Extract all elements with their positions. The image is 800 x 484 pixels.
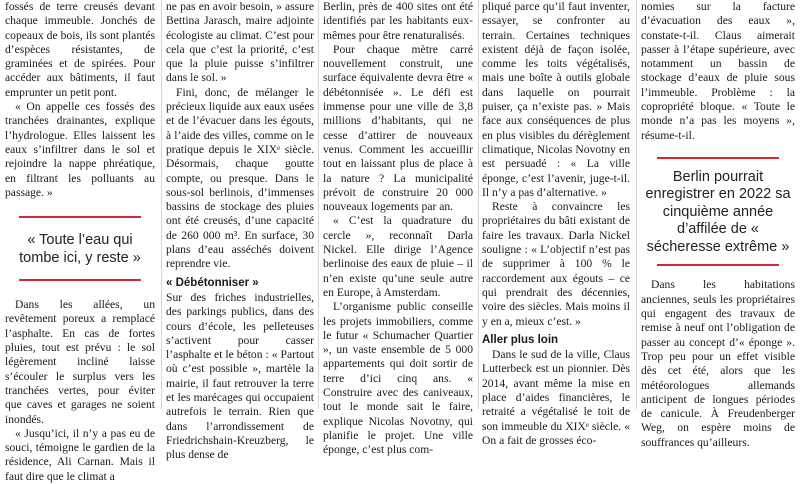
paragraph: « Jusqu’ici, il n’y a pas eu de souci, témoigne le gardien de la résidence, Ali Carnan. Mais il faut dire que le climat a [5,426,155,483]
highlight-box-top-rule [657,157,779,159]
paragraph: L’organisme public conseille les projets immobiliers, comme le futur « Schumacher Quartier », un vaste ensemble de 5 000 appartements qui doit sortir de terre d’ici cinq ans. « Construire avec des caniveaux, tout le monde sait le faire, explique Nicolas Novotny, qui planifie le projet. Une ville éponge, c’est plus com- [323,300,473,457]
highlight-box [641,157,795,267]
highlight-box-bottom-rule [657,264,779,266]
paragraph: pliqué parce qu’il faut inventer, essayer, se confronter au terrain. Certaines techniques existent déjà de façon isolée, comme les toits végétalisés, mais une boîte à outils globale dans laquelle on pourrait puiser, ça n’existe pas. » Mais face aux conséquences de plus en plus visibles du dérèglement climatique, Nicolas Novotny en est persuadé : « La ville éponge, c’est l’avenir, juge-t-il. Il n’y a pas d’alternative. » [482,0,630,199]
article-column-2 [166,0,314,462]
paragraph: « On appelle ces fossés des tranchées drainantes, explique l’hydrologue. Elles laissent les eaux s’infiltrer dans le sol et rejoindre la nappe phréatique, en filtrant les polluants au passage. » [5,100,155,199]
article-column-3 [323,0,473,457]
paragraph: Pour chaque mètre carré nouvellement construit, une surface équivalente devra être « débétonnisée ». Le défi est immense pour une ville de 3,8 millions d’habitants, qui ne cesse d’attirer de nouveaux venus. Comment les accueillir tout en laissant plus de place à la nature ? La municipalité prévoit de construire 20 000 nouveaux logements par an. [323,42,473,214]
column-divider [318,0,319,409]
paragraph: Berlin, près de 400 sites ont été identifiés par les habitants eux-mêmes pour être renaturalisés. [323,0,473,42]
subheading: « Débétonniser » [166,276,259,289]
paragraph: Dans le sud de la ville, Claus Lutterbeck est un pionnier. Dès 2014, avant même la mise en place d’aides financières, le retraité a végétalisé le toit de son immeuble du XIXᵉ siècle. « On a fait de grosses éco- [482,348,630,447]
article-column-1 [5,0,155,483]
highlight-box-text: Berlin pourrait enregistrer en 2022 sa cinquième année d’affilée de « sécheresse extrême » [645,168,791,255]
pull-quote-text: « Toute l’eau qui tombe ici, y reste » [19,232,141,266]
pull-quote-bottom-rule [19,279,141,281]
article-column-4 [482,0,630,447]
column-divider [478,0,479,409]
paragraph: nomies sur la facture d’évacuation des eaux », constate-t-il. Claus aimerait passer à l’étape supérieure, avec notamment un bassin de stockage d’eaux de pluie sous l’immeuble. Problème : la copropriété bloque. « Toute le monde n’a pas les moyens », résume-t-il. [641,0,795,142]
column-divider [161,0,162,409]
column-divider [636,0,637,409]
paragraph: Reste à convaincre les propriétaires du bâti existant de faire les travaux. Darla Nickel souligne : « L’objectif n’est pas de supprimer à 100 % le raccordement aux égouts – ce qui prendrait des décennies, voire des siècles. Mais moins il y en a, mieux c’est. » [482,200,630,328]
pull-quote-top-rule [19,216,141,218]
paragraph: Sur des friches industrielles, des parkings publics, dans des cours d’école, les pelleteuses s’activent pour casser l’asphalte et le béton : « Partout où c’est possible », martèle la mairie, il faut retrouver la terre et les marécages qui occupaient autrefois le terrain. Rien que dans l’arrondissement de Friedrichshain-Kreuzberg, le plus dense de [166,290,314,462]
paragraph: fossés de terre creusés devant chaque immeuble. Jonchés de copeaux de bois, ils sont plantés d’espèces résistantes, de graminées et de spirées. Pour accéder aux bâtiments, il faut emprunter un petit pont. [5,0,155,99]
paragraph: Dans les allées, un revêtement poreux a remplacé l’asphalte. En cas de fortes pluies, tout est prévu : le sol légèrement incliné laisse s’écouler le surplus vers les tranchées vertes, pour éviter que caves et garages ne soient inondés. [5,298,155,426]
paragraph: « C’est la quadrature du cercle », reconnaît Darla Nickel. Elle dirige l’Agence berlinoise des eaux de pluie – il n’en existe qu’une seule autre en Europe, à Amsterdam. [323,214,473,299]
paragraph: ne pas en avoir besoin, » assure Bettina Jarasch, maire adjointe écologiste au climat. C’est pour cela que c’est la priorité, c’est que la pluie puisse s’infiltrer dans le sol. » [166,0,314,85]
paragraph: Fini, donc, de mélanger le précieux liquide aux eaux usées et de l’évacuer dans les égouts, à l’aide des villes, comme on le pratique depuis le XIXᵉ siècle. Désormais, chaque goutte compte, ou presque. Dans le sous-sol berlinois, d’immenses bassins de stockage des pluies ont été creusés, d’une capacité de 260 000 m³. En surface, 30 plans d’eau asséchés doivent reprendre vie. [166,85,314,271]
article-column-5 [641,0,795,449]
paragraph: Dans les habitations anciennes, seuls les propriétaires qui engagent des travaux de remise à neuf ont l’obligation de passer au concept d’« éponge ». Trop peu pour un effet visible dès cet été, alors que les météorologues allemands anticipent de longues périodes de canicule. À Freudenberger Weg, on espère moins de souffrances qu’ailleurs. [641,278,795,449]
pull-quote [5,216,155,281]
subheading: Aller plus loin [482,333,559,346]
